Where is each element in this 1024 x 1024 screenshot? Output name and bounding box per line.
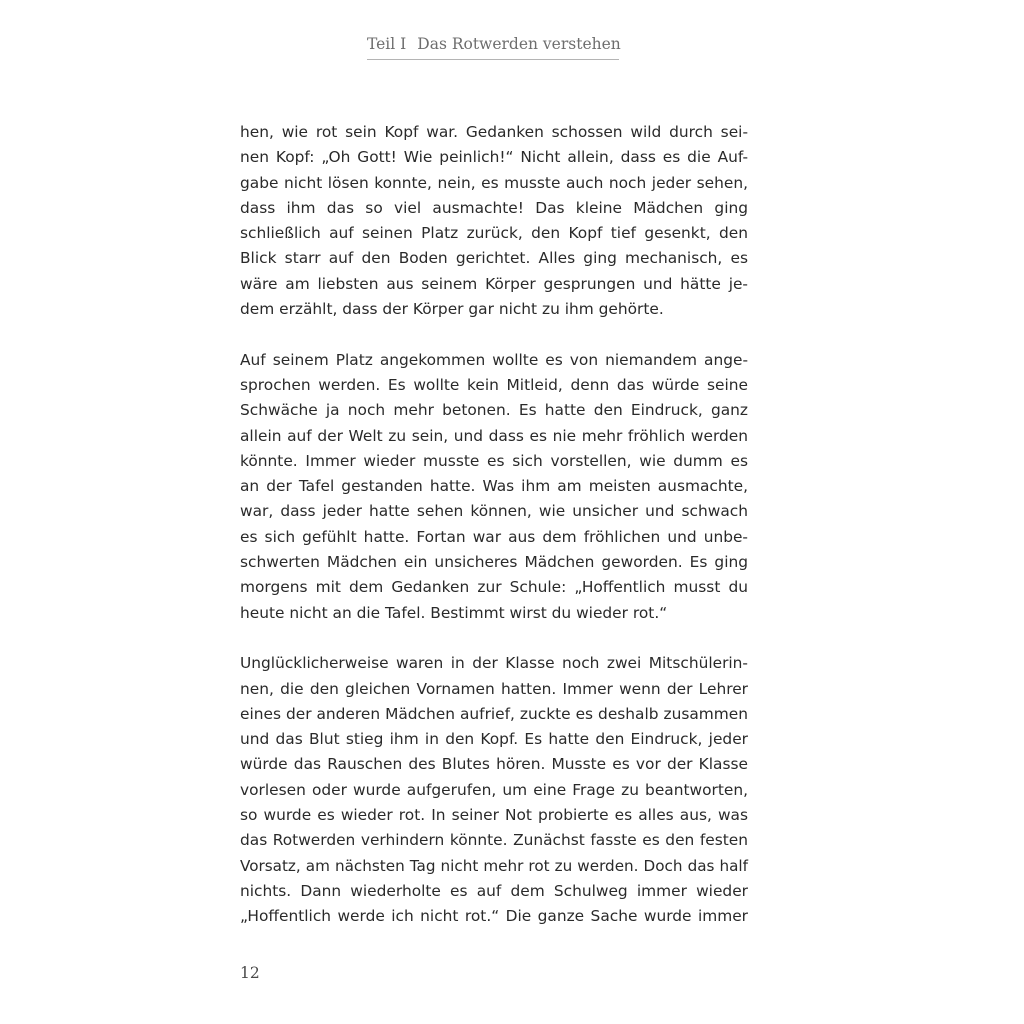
page-number: 12: [240, 964, 260, 982]
text-line: heute nicht an die Tafel. Bestimmt wirst du wieder rot.“: [240, 603, 668, 622]
text-line: dass ihm das so viel ausmachte! Das kleine Mädchen ging: [240, 198, 748, 217]
text-line: wäre am liebsten aus seinem Körper gesprungen und hätte je-: [240, 274, 748, 293]
text-line: und das Blut stieg ihm in den Kopf. Es hatte den Eindruck, jeder: [240, 730, 748, 749]
text-line: es sich gefühlt hatte. Fortan war aus dem fröhlichen und unbe-: [240, 527, 748, 546]
running-head-title: Das Rotwerden verstehen: [417, 35, 621, 53]
text-line: gabe nicht lösen konnte, nein, es musste auch noch jeder sehen,: [240, 173, 748, 192]
text-line: sprochen werden. Es wollte kein Mitleid, denn das würde seine: [240, 375, 748, 394]
text-line: nen Kopf: „Oh Gott! Wie peinlich!“ Nicht allein, dass es die Auf-: [240, 148, 748, 167]
text-line: das Rotwerden verhindern könnte. Zunächst fasste es den festen: [240, 831, 748, 850]
text-line: vorlesen oder wurde aufgerufen, um eine Frage zu beantworten,: [240, 780, 748, 799]
paragraph-2: [240, 348, 748, 626]
text-line: „Hoffentlich werde ich nicht rot.“ Die ganze Sache wurde immer: [240, 907, 748, 926]
paragraph-3: [240, 651, 748, 929]
text-line: so wurde es wieder rot. In seiner Not probierte es alles aus, was: [240, 806, 748, 825]
body-text: [240, 120, 748, 930]
text-line: eines der anderen Mädchen aufrief, zuckte es deshalb zusammen: [240, 704, 748, 723]
text-line: schließlich auf seinen Platz zurück, den Kopf tief gesenkt, den: [240, 224, 748, 243]
text-line: Vorsatz, am nächsten Tag nicht mehr rot zu werden. Doch das half: [240, 856, 748, 875]
text-line: würde das Rauschen des Blutes hören. Musste es vor der Klasse: [240, 755, 748, 774]
text-line: schwerten Mädchen ein unsicheres Mädchen geworden. Es ging: [240, 553, 748, 572]
text-line: war, dass jeder hatte sehen können, wie unsicher und schwach: [240, 502, 748, 521]
text-line: nichts. Dann wiederholte es auf dem Schulweg immer wieder: [240, 881, 748, 900]
text-line: Blick starr auf den Boden gerichtet. Alles ging mechanisch, es: [240, 249, 748, 268]
text-line: Unglücklicherweise waren in der Klasse noch zwei Mitschülerin-: [240, 654, 748, 673]
text-line: Auf seinem Platz angekommen wollte es von niemandem ange-: [240, 350, 748, 369]
text-line: hen, wie rot sein Kopf war. Gedanken schossen wild durch sei-: [240, 123, 748, 141]
text-line: dem erzählt, dass der Körper gar nicht zu ihm gehörte.: [240, 300, 664, 319]
running-head-part: Teil I: [367, 35, 407, 53]
paragraph-1: [240, 120, 748, 322]
text-line: allein auf der Welt zu sein, und dass es nie mehr fröhlich werden: [240, 426, 748, 445]
text-line: morgens mit dem Gedanken zur Schule: „Hoffentlich musst du: [240, 578, 748, 597]
text-line: an der Tafel gestanden hatte. Was ihm am meisten ausmachte,: [240, 477, 748, 496]
text-line: nen, die den gleichen Vornamen hatten. Immer wenn der Lehrer: [240, 679, 748, 698]
text-line: könnte. Immer wieder musste es sich vorstellen, wie dumm es: [240, 451, 748, 470]
running-head: [367, 33, 619, 60]
text-line: Schwäche ja noch mehr betonen. Es hatte den Eindruck, ganz: [240, 401, 748, 420]
